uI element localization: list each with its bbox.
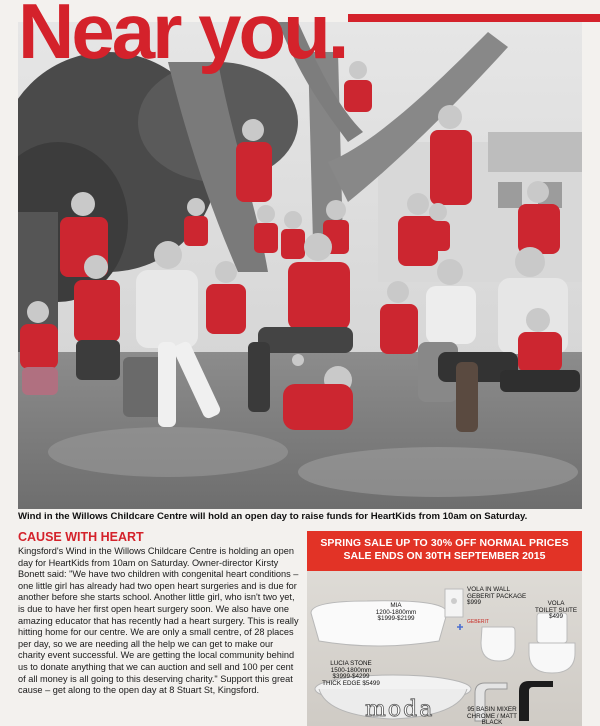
vola-wall-sub: GEBERIT PACKAGE — [467, 592, 527, 600]
basin-mixer-sub2: BLACK — [481, 719, 503, 726]
vola-toilet-label — [533, 601, 579, 621]
article — [18, 530, 300, 697]
vola-toilet-name: VOLA — [547, 600, 565, 607]
lucia-price-range: $3999-$4299 — [332, 673, 370, 681]
masthead — [18, 2, 600, 74]
mia-label — [351, 603, 441, 623]
lucia-size: 1500-1800mm — [330, 666, 372, 674]
advertisement[interactable] — [307, 531, 582, 726]
moda-logo[interactable]: moda — [365, 697, 435, 722]
mia-price: $1999-$2199 — [377, 615, 415, 623]
vola-wall-price: $999 — [467, 599, 482, 607]
lucia-label — [311, 661, 391, 687]
ad-product-images — [307, 571, 582, 726]
ad-banner-line2: SALE ENDS ON 30TH SEPTEMBER 2015 — [343, 550, 546, 562]
section-title: Near you. — [18, 0, 347, 75]
masthead-rule — [348, 14, 600, 22]
childcare-group-photo — [18, 22, 582, 509]
article-body: Kingsford's Wind in the Willows Childcare Centre is holding an open day for HeartKids from 10am on Saturday. Owner-director Kirsty Bonett said: "We have two children with congenital heart conditions – one little girl has already had two open heart surgeries and is due for another before she starts school. Another little girl, who isn't two yet, is due to have her first open heart surgery soon. We also have one amazing educator that has recently had a heart surgery. This is really hitting home for our centre. We are only a small centre, of 28 places per day, so we are needing all the help we can get to make our charity event successful. We are getting the local community behind us to donate anything that we can auction and sell and 100 per cent of all money is all going to this deserving charity." Support this great cause – get along to the open day at 8 Stuart St, Kingsford. — [18, 546, 299, 696]
basin-mixer-name: 95 BASIN MIXER — [467, 706, 517, 713]
vola-wall-label — [467, 587, 531, 607]
mia-size: 1200-1800mm — [375, 608, 417, 616]
news-photo — [18, 22, 582, 509]
lucia-edge-price: THICK EDGE $5499 — [322, 679, 380, 687]
wall-toilet-image — [481, 627, 515, 661]
photo-caption: Wind in the Willows Childcare Centre will hold an open day to raise funds for HeartKids from 10am on Saturday. — [18, 511, 528, 522]
lucia-name: LUCIA STONE — [330, 660, 372, 667]
article-heading: CAUSE WITH HEART — [18, 530, 144, 544]
mia-name: MIA — [390, 602, 402, 609]
ad-banner-line1: SPRING SALE UP TO 30% OFF NORMAL PRICES — [320, 537, 569, 549]
basin-mixer-sub: CHROME / MATT — [467, 712, 517, 720]
vola-toilet-price: $499 — [548, 613, 563, 621]
vola-wall-name: VOLA IN WALL — [467, 586, 511, 593]
vola-toilet-sub: TOILET SUITE — [534, 606, 578, 614]
basin-mixer-label — [457, 707, 527, 726]
ad-banner — [307, 531, 582, 571]
geberit-logo: GEBERIT — [467, 619, 489, 625]
ad-products — [307, 571, 582, 726]
